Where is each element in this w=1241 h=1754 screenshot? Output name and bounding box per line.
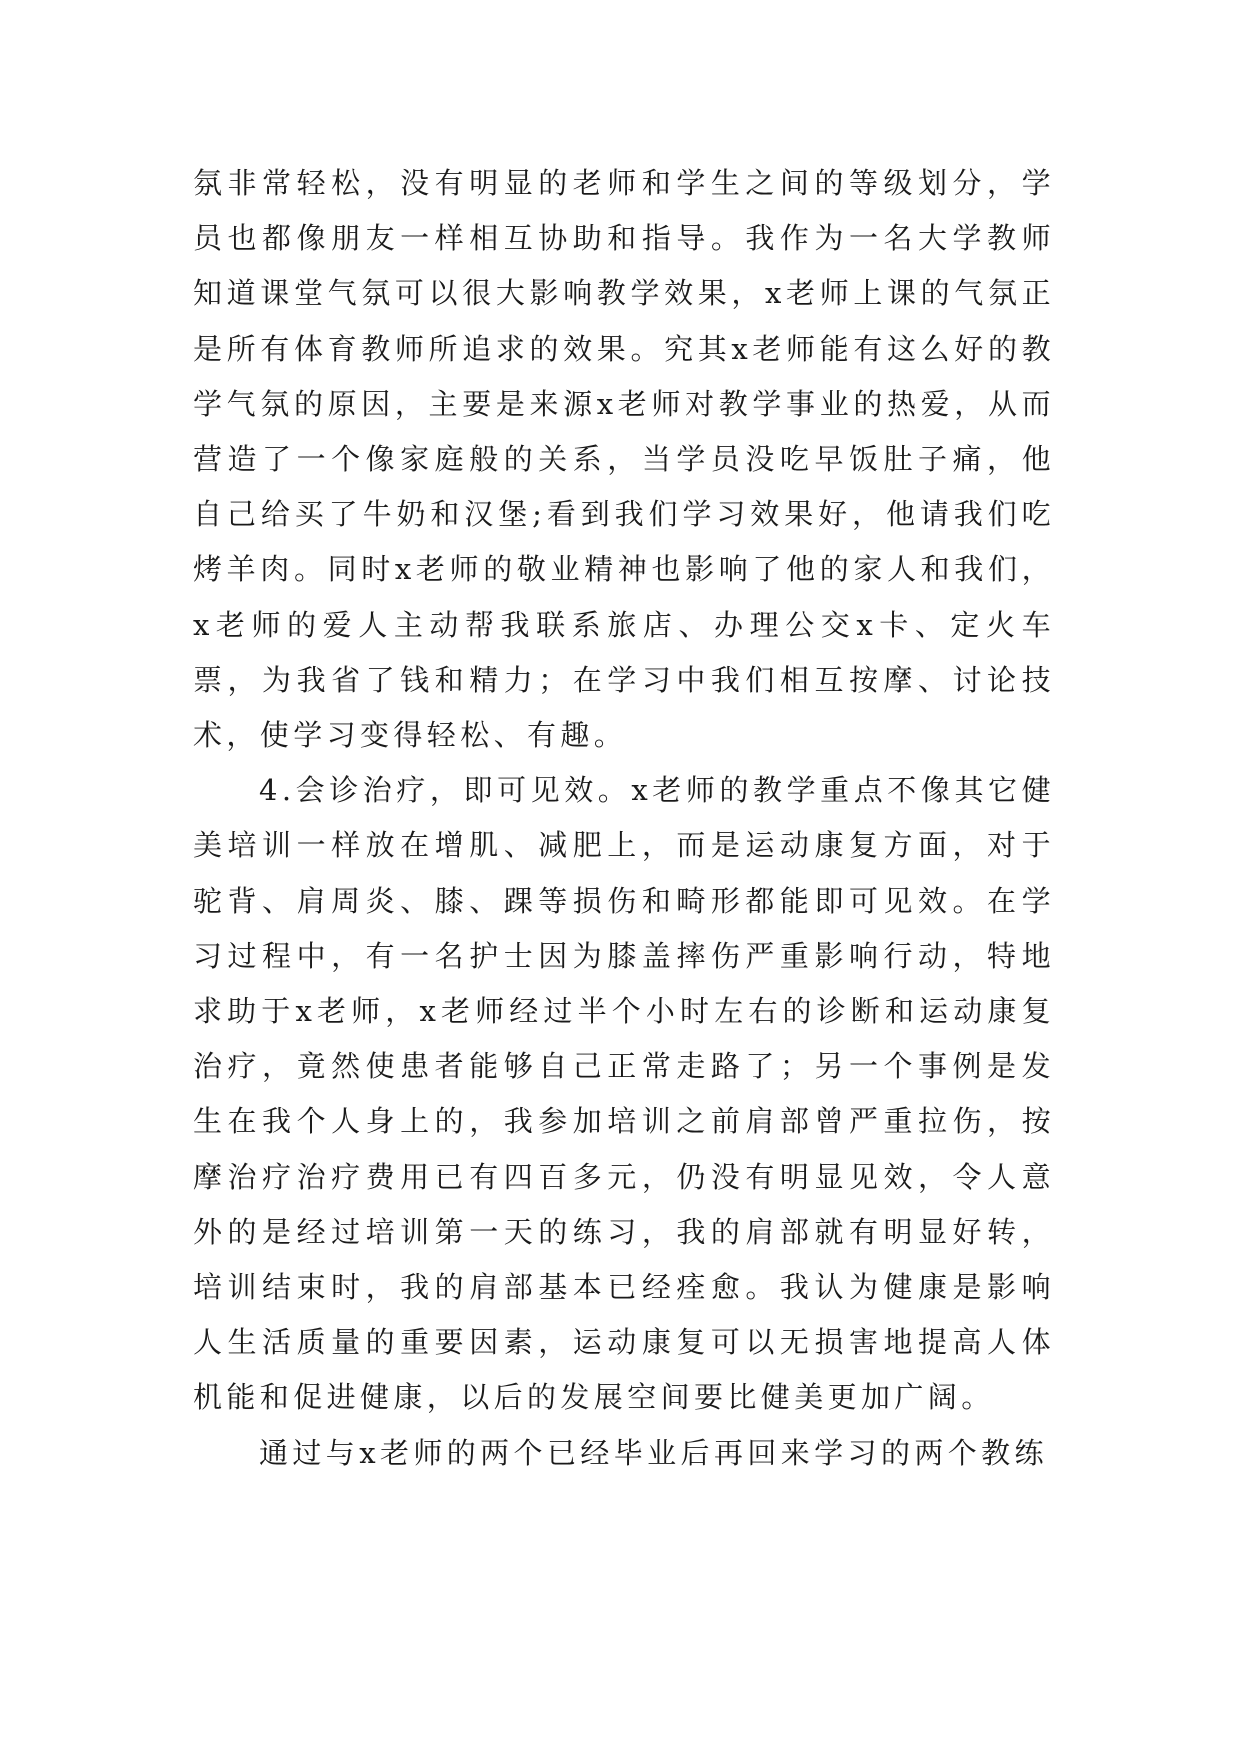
paragraph-continuation: 氛非常轻松，没有明显的老师和学生之间的等级划分，学员也都像朋友一样相互协助和指导。我作为一名大学教师知道课堂气氛可以很大影响教学效果，x老师上课的气氛正是所有体育教师所追求的效果。究其x老师能有这么好的教学气氛的原因，主要是来源x老师对教学事业的热爱，从而营造了一个像家庭般的关系，当学员没吃早饭肚子痛，他自己给买了牛奶和汉堡;看到我们学习效果好，他请我们吃烤羊肉。同时x老师的敬业精神也影响了他的家人和我们，x老师的爱人主动帮我联系旅店、办理公交x卡、定火车票，为我省了钱和精力；在学习中我们相互按摩、讨论技术，使学习变得轻松、有趣。	[193, 166, 1055, 753]
paragraph-closing: 通过与x老师的两个已经毕业后再回来学习的两个教练	[259, 1435, 1048, 1470]
paragraph-item-4: 4.会诊治疗，即可见效。x老师的教学重点不像其它健美培训一样放在增肌、减肥上，而是运动康复方面，对于驼背、肩周炎、膝、踝等损伤和畸形都能即可见效。在学习过程中，有一名护士因为膝盖摔伤严重影响行动，特地求助于x老师，x老师经过半个小时左右的诊断和运动康复治疗，竟然使患者能够自己正常走路了；另一个事例是发生在我个人身上的，我参加培训之前肩部曾严重拉伤，按摩治疗治疗费用已有四百多元，仍没有明显见效，令人意外的是经过培训第一天的练习，我的肩部就有明显好转，培训结束时，我的肩部基本已经痊愈。我认为健康是影响人生活质量的重要因素，运动康复可以无损害地提高人体机能和促进健康，以后的发展空间要比健美更加广阔。	[193, 773, 1055, 1415]
document-page	[193, 156, 1055, 1481]
